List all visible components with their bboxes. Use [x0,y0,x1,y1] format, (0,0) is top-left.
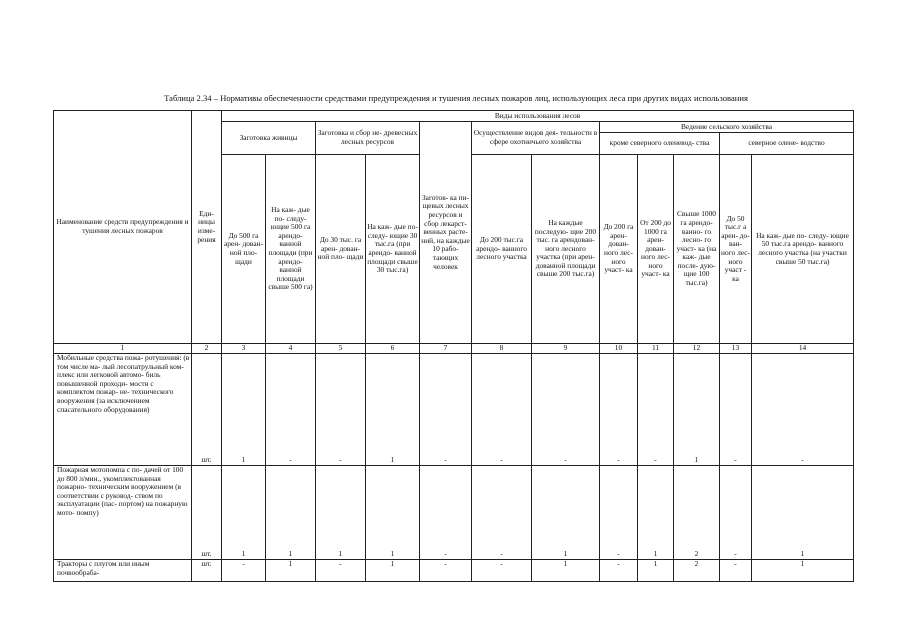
col-number: 1 [54,344,192,354]
table-caption: Таблица 2.34 – Нормативы обеспеченности средствами предупреждения и тушения лесных пожаров лиц, использующих леса при других видах использования [164,93,748,103]
row-value: - [420,354,472,466]
row-value: 1 [752,466,854,560]
row-value: 1 [222,354,266,466]
row-value: - [420,560,472,582]
row-value: - [472,466,532,560]
row-value: - [720,560,752,582]
header-resin: Заготовка живицы [222,122,316,155]
col-number: 11 [638,344,674,354]
col-number: 12 [674,344,720,354]
header-agri-a: До 200 га арен- дован- ного лес- ного участ- ка [600,155,638,344]
row-unit: шт. [192,560,222,582]
header-nontimber-a: До 30 тыс. га арен- дован- ной пло- щади [316,155,366,344]
row-value: 1 [532,560,600,582]
col-number: 4 [266,344,316,354]
row-value: 2 [674,560,720,582]
row-value: 1 [266,466,316,560]
header-agri-e: На каж- дые по- следу- ющие 50 тыс.га арендо- ванного лесного участка (на участки свыше 50 тыс.га) [752,155,854,344]
col-number: 5 [316,344,366,354]
table-row [54,354,854,466]
col-number: 8 [472,344,532,354]
header-agri-except: кроме северного оленевод- ства [600,133,720,155]
header-agri-c: Свыше 1000 га арендо- ванно- го лесно- го участ- ка (на каж- дые после- дую- щие 100 тыс.га) [674,155,720,344]
header-agri-b: От 200 до 1000 га арен- дован- ного лес- ного участ- ка [638,155,674,344]
row-unit: шт. [192,354,222,466]
col-number: 10 [600,344,638,354]
row-value: - [600,560,638,582]
header-agri-north: северное олене- водство [720,133,854,155]
column-number-row [54,344,854,354]
row-value: - [720,466,752,560]
row-value: 1 [674,354,720,466]
row-value: - [600,466,638,560]
header-name: Наименование средств предупреждения и тушения лесных пожаров [54,111,192,344]
row-value: - [752,354,854,466]
header-hunting-a: До 200 тыс.га арендо- ванного лесного участка [472,155,532,344]
norms-table [53,110,854,582]
row-value: 1 [638,466,674,560]
header-types: Виды использования лесов [222,111,854,122]
row-value: - [222,560,266,582]
table-row [54,560,854,582]
header-food: Заготов- ка пи- щевых лесных ресурсов и сбор лекарст- венных расте- ний, на каждые 10 рабо- тающих человек [420,122,472,344]
row-value: - [720,354,752,466]
row-value: - [472,560,532,582]
header-resin-a: До 500 га арен- дован- ной пло- щади [222,155,266,344]
header-agri: Ведение сельского хозяйства [600,122,854,133]
header-hunting: Осуществление видов дея- тельности в сфере охотничьего хозяйства [472,122,600,155]
row-value: 1 [638,560,674,582]
row-name: Пожарная мотопомпа с по- дачей от 100 до 800 л/мин., укомплектованная пожарно- техническим вооружением (в соответствии с руковод- ством по эксплуатации (пас- портом) на пожарную мото- помпу) [54,466,192,560]
row-name: Тракторы с плугом или иным почвообраба- [54,560,192,582]
row-value: - [472,354,532,466]
row-value: 1 [532,466,600,560]
row-name: Мобильные средства пожа- ротушения: (в том числе ма- лый лесопатрульный ком- плекс или легковой автомо- биль повышенной проходи- мости с комплектом пожар- не- технического вооружения (за исключением спасательного оборудования) [54,354,192,466]
row-value: 1 [366,354,420,466]
row-value: - [316,354,366,466]
row-value: 1 [266,560,316,582]
header-hunting-b: На каждые последую- щие 200 тыс. га арендован- ного лесного участка (при арен- дованной площади свыше 200 тыс.га) [532,155,600,344]
row-value: 1 [752,560,854,582]
row-value: 1 [316,466,366,560]
row-value: - [266,354,316,466]
col-number: 2 [192,344,222,354]
row-value: 1 [222,466,266,560]
col-number: 14 [752,344,854,354]
header-nontimber: Заготовка и сбор не- древесных лесных ресурсов [316,122,420,155]
col-number: 3 [222,344,266,354]
row-value: - [600,354,638,466]
header-agri-d: До 50 тыс.г а арен- до- ван- ного лес- ного участ - ка [720,155,752,344]
row-value: 1 [366,466,420,560]
col-number: 7 [420,344,472,354]
table-row [54,466,854,560]
col-number: 9 [532,344,600,354]
row-value: - [638,354,674,466]
col-number: 13 [720,344,752,354]
header-resin-b: На каж- дые по- следу- ющие 500 га арендо- ванной площади (при арендо- ванной площади свыше 500 га) [266,155,316,344]
row-value: 1 [366,560,420,582]
row-value: 2 [674,466,720,560]
row-value: - [420,466,472,560]
row-value: - [316,560,366,582]
header-nontimber-b: На каж- дые по- следу- ющие 30 тыс.га (при арендо- ванной площади свыше 30 тыс.га) [366,155,420,344]
header-unit: Еди- ницы изме- рения [192,111,222,344]
row-value: - [532,354,600,466]
col-number: 6 [366,344,420,354]
row-unit: шт. [192,466,222,560]
